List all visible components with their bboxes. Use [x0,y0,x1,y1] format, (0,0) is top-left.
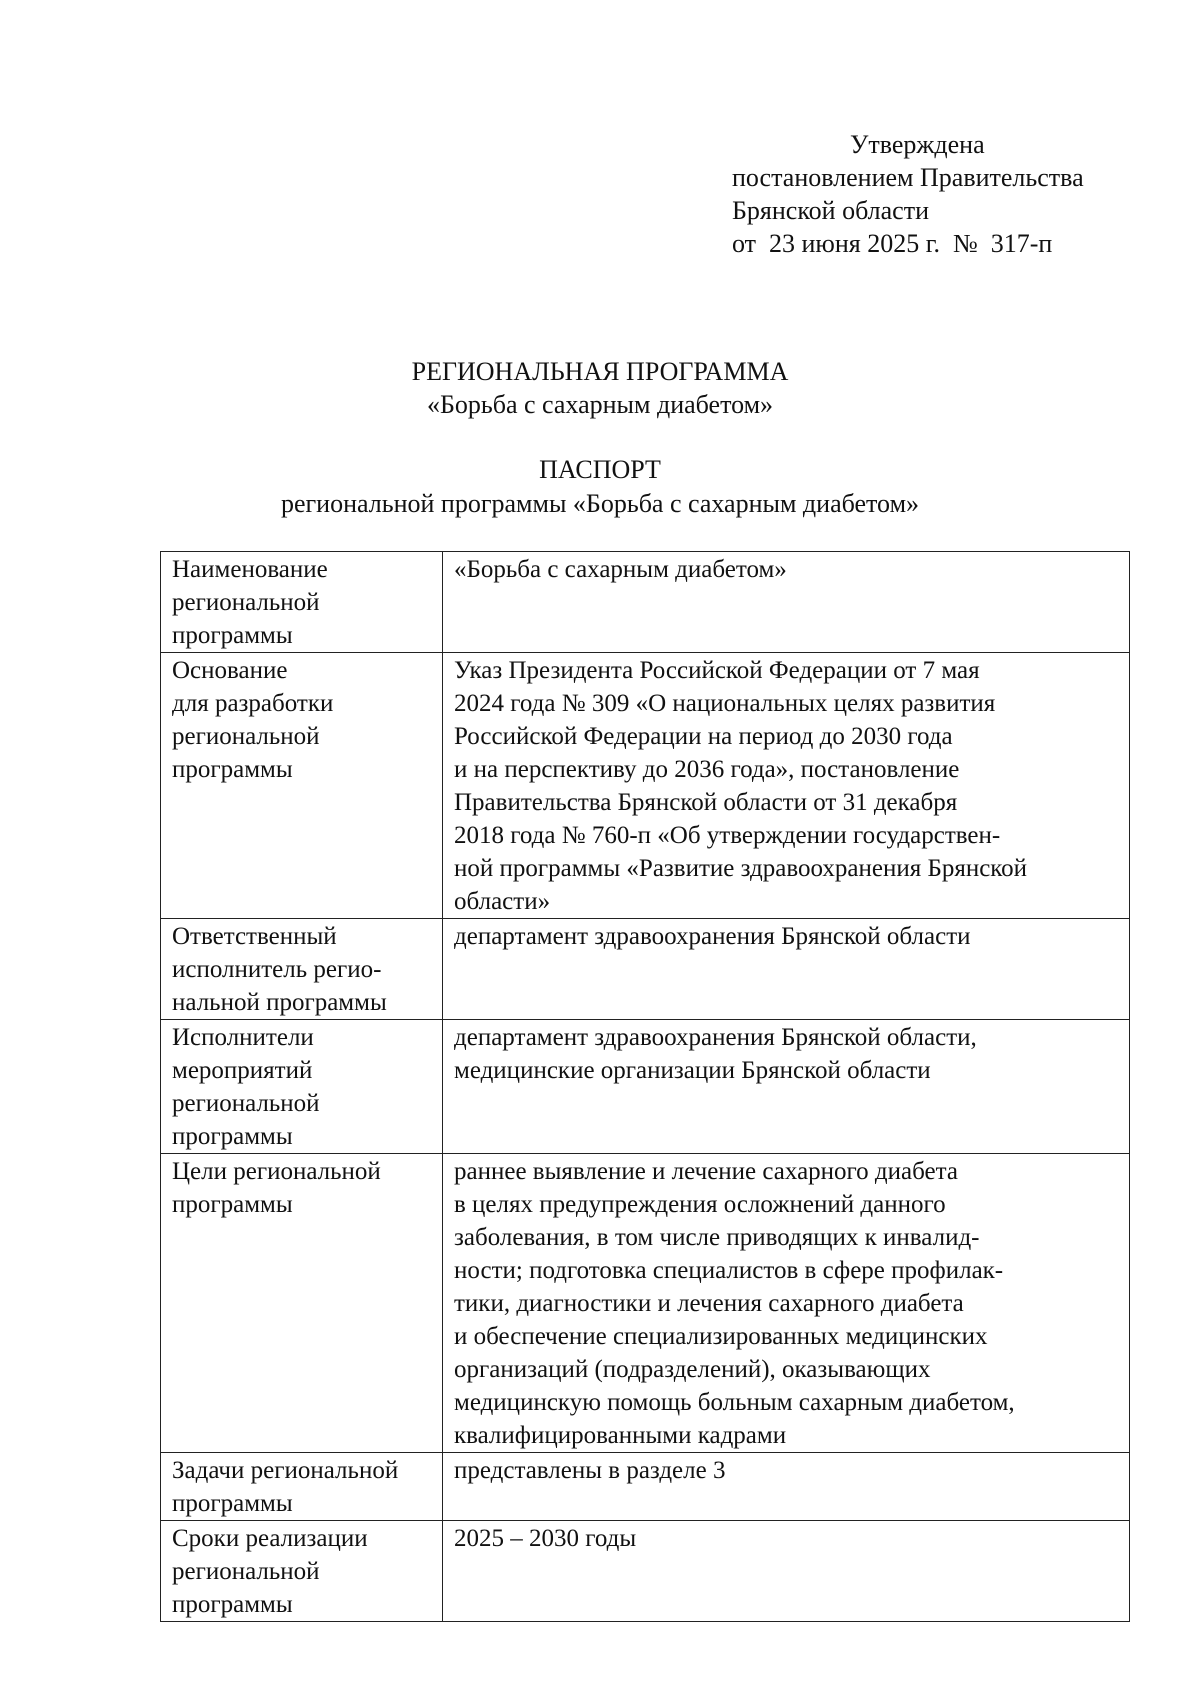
row-value-timeframe: 2025 – 2030 годы [443,1521,1130,1622]
approval-line-region: Брянской области [732,196,929,225]
table-row [161,552,1130,653]
row-label-executors: Исполнители мероприятий региональной программы [161,1020,443,1154]
table-row [161,919,1130,1020]
passport-title: ПАСПОРТ [539,455,661,484]
row-label-basis: Основание для разработки региональной программы [161,653,443,919]
row-label-timeframe: Сроки реализации региональной программы [161,1521,443,1622]
approval-line-date-number: от 23 июня 2025 г. № 317-п [732,229,1053,258]
passport-subtitle: региональной программы «Борьба с сахарным диабетом» [280,489,920,518]
row-value-tasks: представлены в разделе 3 [443,1453,1130,1521]
program-title: РЕГИОНАЛЬНАЯ ПРОГРАММА [411,357,789,386]
approval-line-resolution: постановлением Правительства [732,163,1084,192]
table-row [161,1020,1130,1154]
row-label-goals: Цели региональной программы [161,1154,443,1453]
passport-table [160,551,1130,1622]
table-row [161,1154,1130,1453]
row-value-program-name: «Борьба с сахарным диабетом» [443,552,1130,653]
row-label-tasks: Задачи региональной программы [161,1453,443,1521]
row-value-responsible: департамент здравоохранения Брянской области [443,919,1130,1020]
approval-line-approved: Утверждена [850,130,985,159]
program-name: «Борьба с сахарным диабетом» [426,390,774,419]
row-value-basis: Указ Президента Российской Федерации от 7 мая 2024 года № 309 «О национальных целях развития Российской Федерации на период до 2030 года и на перспективу до 2036 года», постановление Правительства Брянской области от 31 декабря 2018 года № 760-п «Об утверждении государствен- ной программы «Развитие здравоохранения Брянской области» [443,653,1130,919]
approval-block [732,128,1172,260]
table-row [161,1453,1130,1521]
table-row [161,653,1130,919]
row-value-goals: раннее выявление и лечение сахарного диабета в целях предупреждения осложнений данного заболевания, в том числе приводящих к инвалид- ности; подготовка специалистов в сфере профилак- тики, диагностики и лечения сахарного диабета и обеспечение специализированных медицинских организаций (подразделений), оказывающих медицинскую помощь больным сахарным диабетом, квалифицированными кадрами [443,1154,1130,1453]
row-label-program-name: Наименование региональной программы [161,552,443,653]
row-value-executors: департамент здравоохранения Брянской области, медицинские организации Брянской области [443,1020,1130,1154]
table-row [161,1521,1130,1622]
row-label-responsible: Ответственный исполнитель регио- нальной программы [161,919,443,1020]
